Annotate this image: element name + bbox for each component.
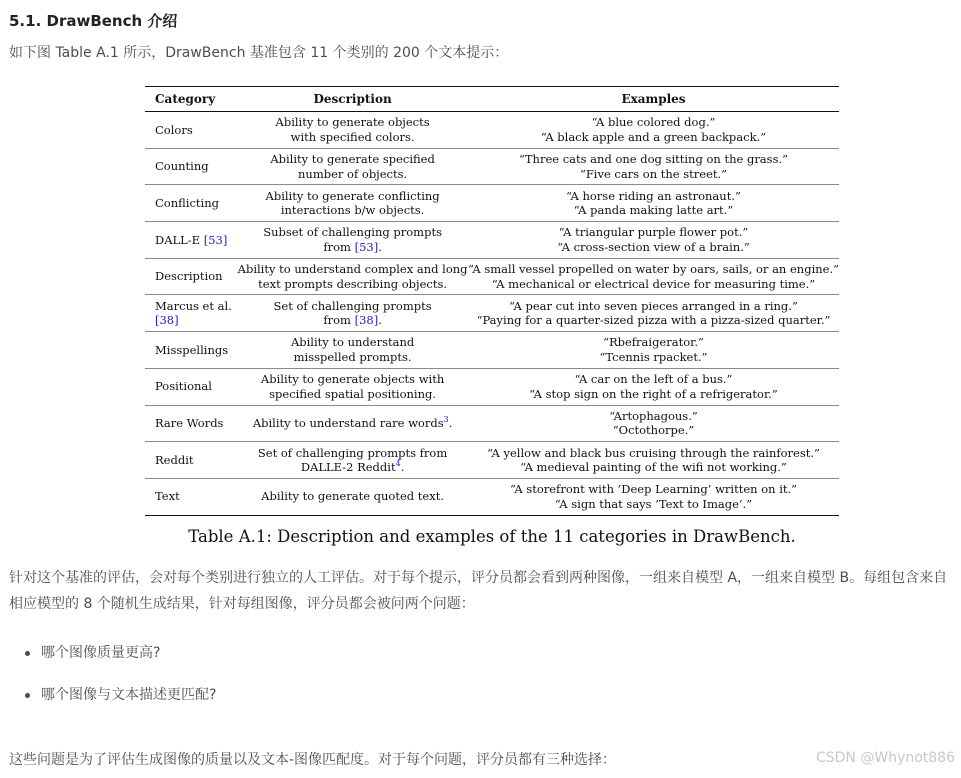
table-caption: Table A.1: Description and examples of the 11 categories in DrawBench. [188, 527, 796, 546]
citation-link[interactable]: [38] [354, 313, 379, 328]
example-prompt: “Tcennis rpacket.” [599, 349, 708, 364]
cell-description [237, 332, 468, 369]
cell-category [145, 258, 237, 295]
example-prompt: “A panda making latte art.” [573, 203, 734, 218]
example-prompt: “A horse riding an astronaut.” [566, 188, 741, 203]
description-line [237, 225, 468, 240]
description-line [237, 262, 468, 277]
cell-examples [468, 442, 839, 479]
description-text: specified spatial positioning. [269, 386, 437, 401]
citation-link[interactable]: [38] [155, 313, 179, 328]
description-line [237, 335, 468, 350]
description-line [237, 350, 468, 365]
description-line [237, 387, 468, 402]
list-item: 哪个图像与文本描述更匹配? [22, 682, 216, 724]
footnote-marker[interactable]: 4 [395, 459, 401, 469]
description-text: misspelled prompts. [293, 349, 412, 364]
table-row [145, 442, 839, 479]
watermark: CSDN @Whynot886 [815, 750, 955, 766]
description-text: Set of challenging prompts [273, 298, 432, 313]
example-prompt: “Rbefraigerator.” [603, 335, 704, 350]
example-prompt: “Three cats and one dog sitting on the grass.” [518, 152, 789, 167]
description-line [237, 313, 468, 328]
cell-category [145, 368, 237, 405]
description-line [237, 115, 468, 130]
example-prompt: “A medieval painting of the wifi not working.” [520, 460, 787, 475]
cell-category [145, 442, 237, 479]
category-label: Misspellings [155, 342, 229, 357]
cell-examples [468, 112, 839, 149]
example-prompt: “A pear cut into seven pieces arranged in a ring.” [509, 298, 798, 313]
example-prompt: “A car on the left of a bus.” [574, 372, 733, 387]
list-item: 哪个图像质量更高? [22, 640, 216, 682]
category-label: Conflicting [155, 195, 219, 210]
cell-description [237, 295, 468, 332]
category-label: Colors [155, 122, 193, 137]
example-prompt: “A triangular purple flower pot.” [558, 225, 749, 240]
table-row [145, 295, 839, 332]
header-description: Description [237, 87, 468, 112]
category-label: Rare Words [155, 416, 224, 431]
description-text: DALLE-2 Reddit [300, 460, 396, 475]
table-row [145, 368, 839, 405]
example-prompt: “A stop sign on the right of a refrigerator.” [529, 386, 778, 401]
cell-category [145, 185, 237, 222]
description-line [237, 460, 468, 475]
category-label: Marcus et al. [155, 298, 232, 313]
example-prompt: “A black apple and a green backpack.” [540, 129, 767, 144]
example-prompt: “A yellow and black bus cruising through the rainforest.” [487, 445, 820, 460]
drawbench-table [145, 86, 839, 516]
cell-category [145, 112, 237, 149]
cell-description [237, 148, 468, 185]
cell-description [237, 222, 468, 259]
example-prompt: “A small vessel propelled on water by oars, sails, or an engine.” [468, 262, 839, 277]
example-prompt: “A mechanical or electrical device for measuring time.” [491, 276, 816, 291]
cell-examples [468, 222, 839, 259]
cell-examples [468, 478, 839, 515]
example-prompt: “A storefront with ’Deep Learning’ written on it.” [509, 482, 798, 497]
cell-examples [468, 148, 839, 185]
table-row [145, 478, 839, 515]
cell-description [237, 258, 468, 295]
citation-link[interactable]: [53] [354, 239, 379, 254]
description-line [237, 416, 468, 431]
category-label: Counting [155, 159, 209, 174]
cell-examples [468, 332, 839, 369]
example-prompt: “A blue colored dog.” [591, 115, 716, 130]
table-header-row [145, 87, 839, 112]
cell-description [237, 405, 468, 442]
description-text: Ability to generate objects with [260, 372, 445, 387]
cell-description [237, 442, 468, 479]
description-text: Ability to understand rare words [252, 416, 444, 431]
question-list [22, 640, 216, 724]
description-text: Ability to generate conflicting [265, 188, 440, 203]
cell-examples [468, 258, 839, 295]
description-text: with specified colors. [290, 129, 415, 144]
table-row [145, 148, 839, 185]
description-tail: . [400, 460, 405, 475]
cell-description [237, 185, 468, 222]
category-label: Description [155, 269, 223, 284]
description-line [237, 189, 468, 204]
example-prompt: “Octothorpe.” [612, 423, 695, 438]
citation-link[interactable]: [53] [203, 232, 228, 247]
section-heading: 5.1. DrawBench 介绍 [9, 12, 178, 30]
example-prompt: “Paying for a quarter-sized pizza with a pizza-sized quarter.” [476, 313, 831, 328]
category-label: DALL-E [155, 232, 204, 247]
description-line [237, 240, 468, 255]
cell-examples [468, 295, 839, 332]
description-tail: . [378, 239, 382, 254]
cell-examples [468, 185, 839, 222]
table-row [145, 185, 839, 222]
description-line [237, 130, 468, 145]
cell-category [145, 332, 237, 369]
table-row [145, 222, 839, 259]
description-tail: . [448, 416, 453, 431]
description-text: Ability to generate quoted text. [261, 489, 444, 504]
cell-description [237, 368, 468, 405]
example-prompt: “Five cars on the street.” [579, 166, 728, 181]
description-text: Ability to generate objects [275, 115, 430, 130]
header-category: Category [145, 87, 237, 112]
description-line [237, 446, 468, 461]
footnote-marker[interactable]: 3 [443, 415, 449, 425]
category-label: Reddit [155, 452, 194, 467]
cell-category [145, 478, 237, 515]
example-prompt: “A cross-section view of a brain.” [557, 239, 750, 254]
description-text: Ability to understand complex and long [237, 262, 468, 277]
cell-examples [468, 405, 839, 442]
description-line [237, 277, 468, 292]
table-row [145, 112, 839, 149]
description-text: Ability to generate specified [270, 152, 435, 167]
description-text: Ability to understand [290, 335, 415, 350]
description-line [237, 372, 468, 387]
category-label: Positional [155, 379, 212, 394]
header-examples: Examples [468, 87, 839, 112]
description-line [237, 152, 468, 167]
evaluation-paragraph: 针对这个基准的评估，会对每个类别进行独立的人工评估。对于每个提示，评分员都会看到两种图像，一组来自模型 A，一组来自模型 B。每组包含来自相应模型的 8 个随机生成结果，针对每组图像，评分员都会被问两个问题： [9, 570, 948, 612]
description-text: interactions b/w objects. [280, 203, 425, 218]
description-text: text prompts describing objects. [258, 276, 448, 291]
description-tail: . [378, 313, 382, 328]
intro-paragraph: 如下图 Table A.1 所示，DrawBench 基准包含 11 个类别的 200 个文本提示： [9, 45, 509, 61]
description-text: Set of challenging prompts from [257, 445, 448, 460]
closing-paragraph: 这些问题是为了评估生成图像的质量以及文本-图像匹配度。对于每个问题，评分员都有三种选择： [9, 752, 617, 768]
example-prompt: “A sign that says ’Text to Image’.” [554, 496, 753, 511]
description-line [237, 489, 468, 504]
cell-examples [468, 368, 839, 405]
table-row [145, 258, 839, 295]
example-prompt: “Artophagous.” [609, 408, 698, 423]
description-line [237, 299, 468, 314]
cell-description [237, 112, 468, 149]
description-text: number of objects. [298, 166, 408, 181]
description-text: Subset of challenging prompts [263, 225, 442, 240]
cell-category [145, 405, 237, 442]
table-row [145, 405, 839, 442]
cell-category [145, 295, 237, 332]
category-label: Text [155, 489, 180, 504]
description-text: from [323, 313, 355, 328]
drawbench-table-figure [145, 86, 839, 516]
description-text: from [323, 239, 355, 254]
table-row [145, 332, 839, 369]
cell-description [237, 478, 468, 515]
description-line [237, 203, 468, 218]
cell-category [145, 222, 237, 259]
description-line [237, 167, 468, 182]
cell-category [145, 148, 237, 185]
